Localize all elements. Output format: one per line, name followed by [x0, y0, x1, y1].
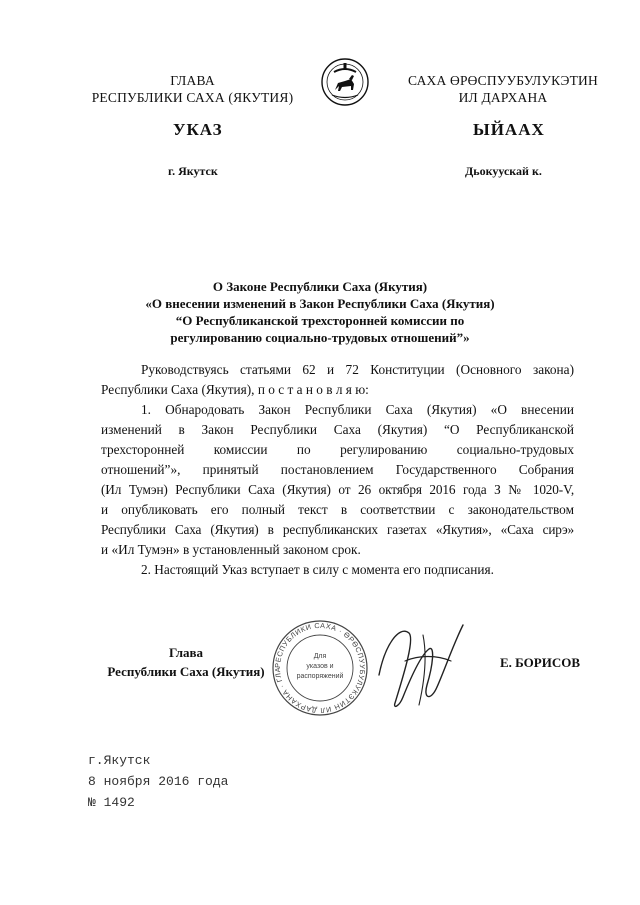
- body-line: Руководствуясь статьями 62 и 72 Конституции (Основного закона): [141, 362, 574, 377]
- body-line: изменений в Закон Республики Саха (Якутия) “О Республиканской: [101, 422, 574, 437]
- title-line: О Законе Республики Саха (Якутия): [212, 279, 428, 294]
- signatory-name: Е. БОРИСОВ: [500, 655, 581, 670]
- body-line: Республики Саха (Якутия) в республиканских газетах «Якутия», «Саха сирэ»: [101, 522, 574, 537]
- stamp-inner-line: Для: [313, 653, 327, 660]
- body-line: (Ил Тумэн) Республики Саха (Якутия) от 26 октября 2016 года З № 1020-V,: [101, 482, 574, 497]
- decree-title: [60, 278, 580, 346]
- body-line: отношений”», принятый постановлением Государственного Собрания: [101, 462, 574, 477]
- footer-number: № 1492: [88, 795, 135, 810]
- footer-date: 8 ноября 2016 года: [88, 774, 229, 789]
- decree-body: [101, 360, 574, 580]
- body-line: 2. Настоящий Указ вступает в силу с момента его подписания.: [141, 562, 494, 577]
- city-sakha: Дьокуускай к.: [465, 164, 542, 178]
- body-line: 1. Обнародовать Закон Республики Саха (Якутия) «О внесении: [141, 402, 574, 417]
- stamp-inner-line: указов и: [306, 663, 334, 670]
- header-right: [393, 72, 613, 106]
- header-left: [85, 72, 300, 106]
- official-stamp: [270, 618, 370, 718]
- body-line: Республики Саха (Якутия), п о с т а н о в л я ю:: [101, 382, 369, 397]
- footer-city: г.Якутск: [88, 753, 151, 768]
- handwritten-signature: [365, 615, 475, 715]
- signature-title: [96, 643, 276, 681]
- stamp-ring-text: РЕСПУБЛИКИ САХА · ӨРӨСПУУБУЛУКЭТИН ИЛ ДАРХАНА · ГЛА: [272, 620, 368, 716]
- stamp-inner-line: распоряжений: [296, 673, 344, 680]
- footer-registration: [88, 750, 228, 813]
- body-line: и «Ил Тумэн» в установленный законом срок.: [101, 542, 361, 557]
- body-line: и опубликовать его полный текст в соответствии с законодательством: [101, 502, 574, 517]
- body-line: трехсторонней комиссии по регулированию социально-трудовых: [101, 442, 574, 457]
- coat-of-arms-emblem: [320, 57, 370, 107]
- city-ru: г. Якутск: [168, 164, 218, 178]
- signature-title-line: Республики Саха (Якутия): [107, 664, 265, 679]
- title-line: “О Республиканской трехсторонней комиссии по: [175, 313, 465, 328]
- yiyaakh-heading: ЫЙААХ: [473, 120, 545, 139]
- title-line: регулированию социально-трудовых отношений”»: [170, 330, 470, 345]
- signature-title-line: Глава: [168, 645, 204, 660]
- header-right-title: САХА ӨРӨСПУУБУЛУКЭТИН: [408, 73, 598, 88]
- ukaz-heading: УКАЗ: [173, 120, 223, 139]
- header-left-title: ГЛАВА: [170, 73, 215, 88]
- header-right-subtitle: ИЛ ДАРХАНА: [458, 90, 548, 105]
- title-line: «О внесении изменений в Закон Республики Саха (Якутия): [145, 296, 495, 311]
- header-left-subtitle: РЕСПУБЛИКИ САХА (ЯКУТИЯ): [91, 90, 294, 105]
